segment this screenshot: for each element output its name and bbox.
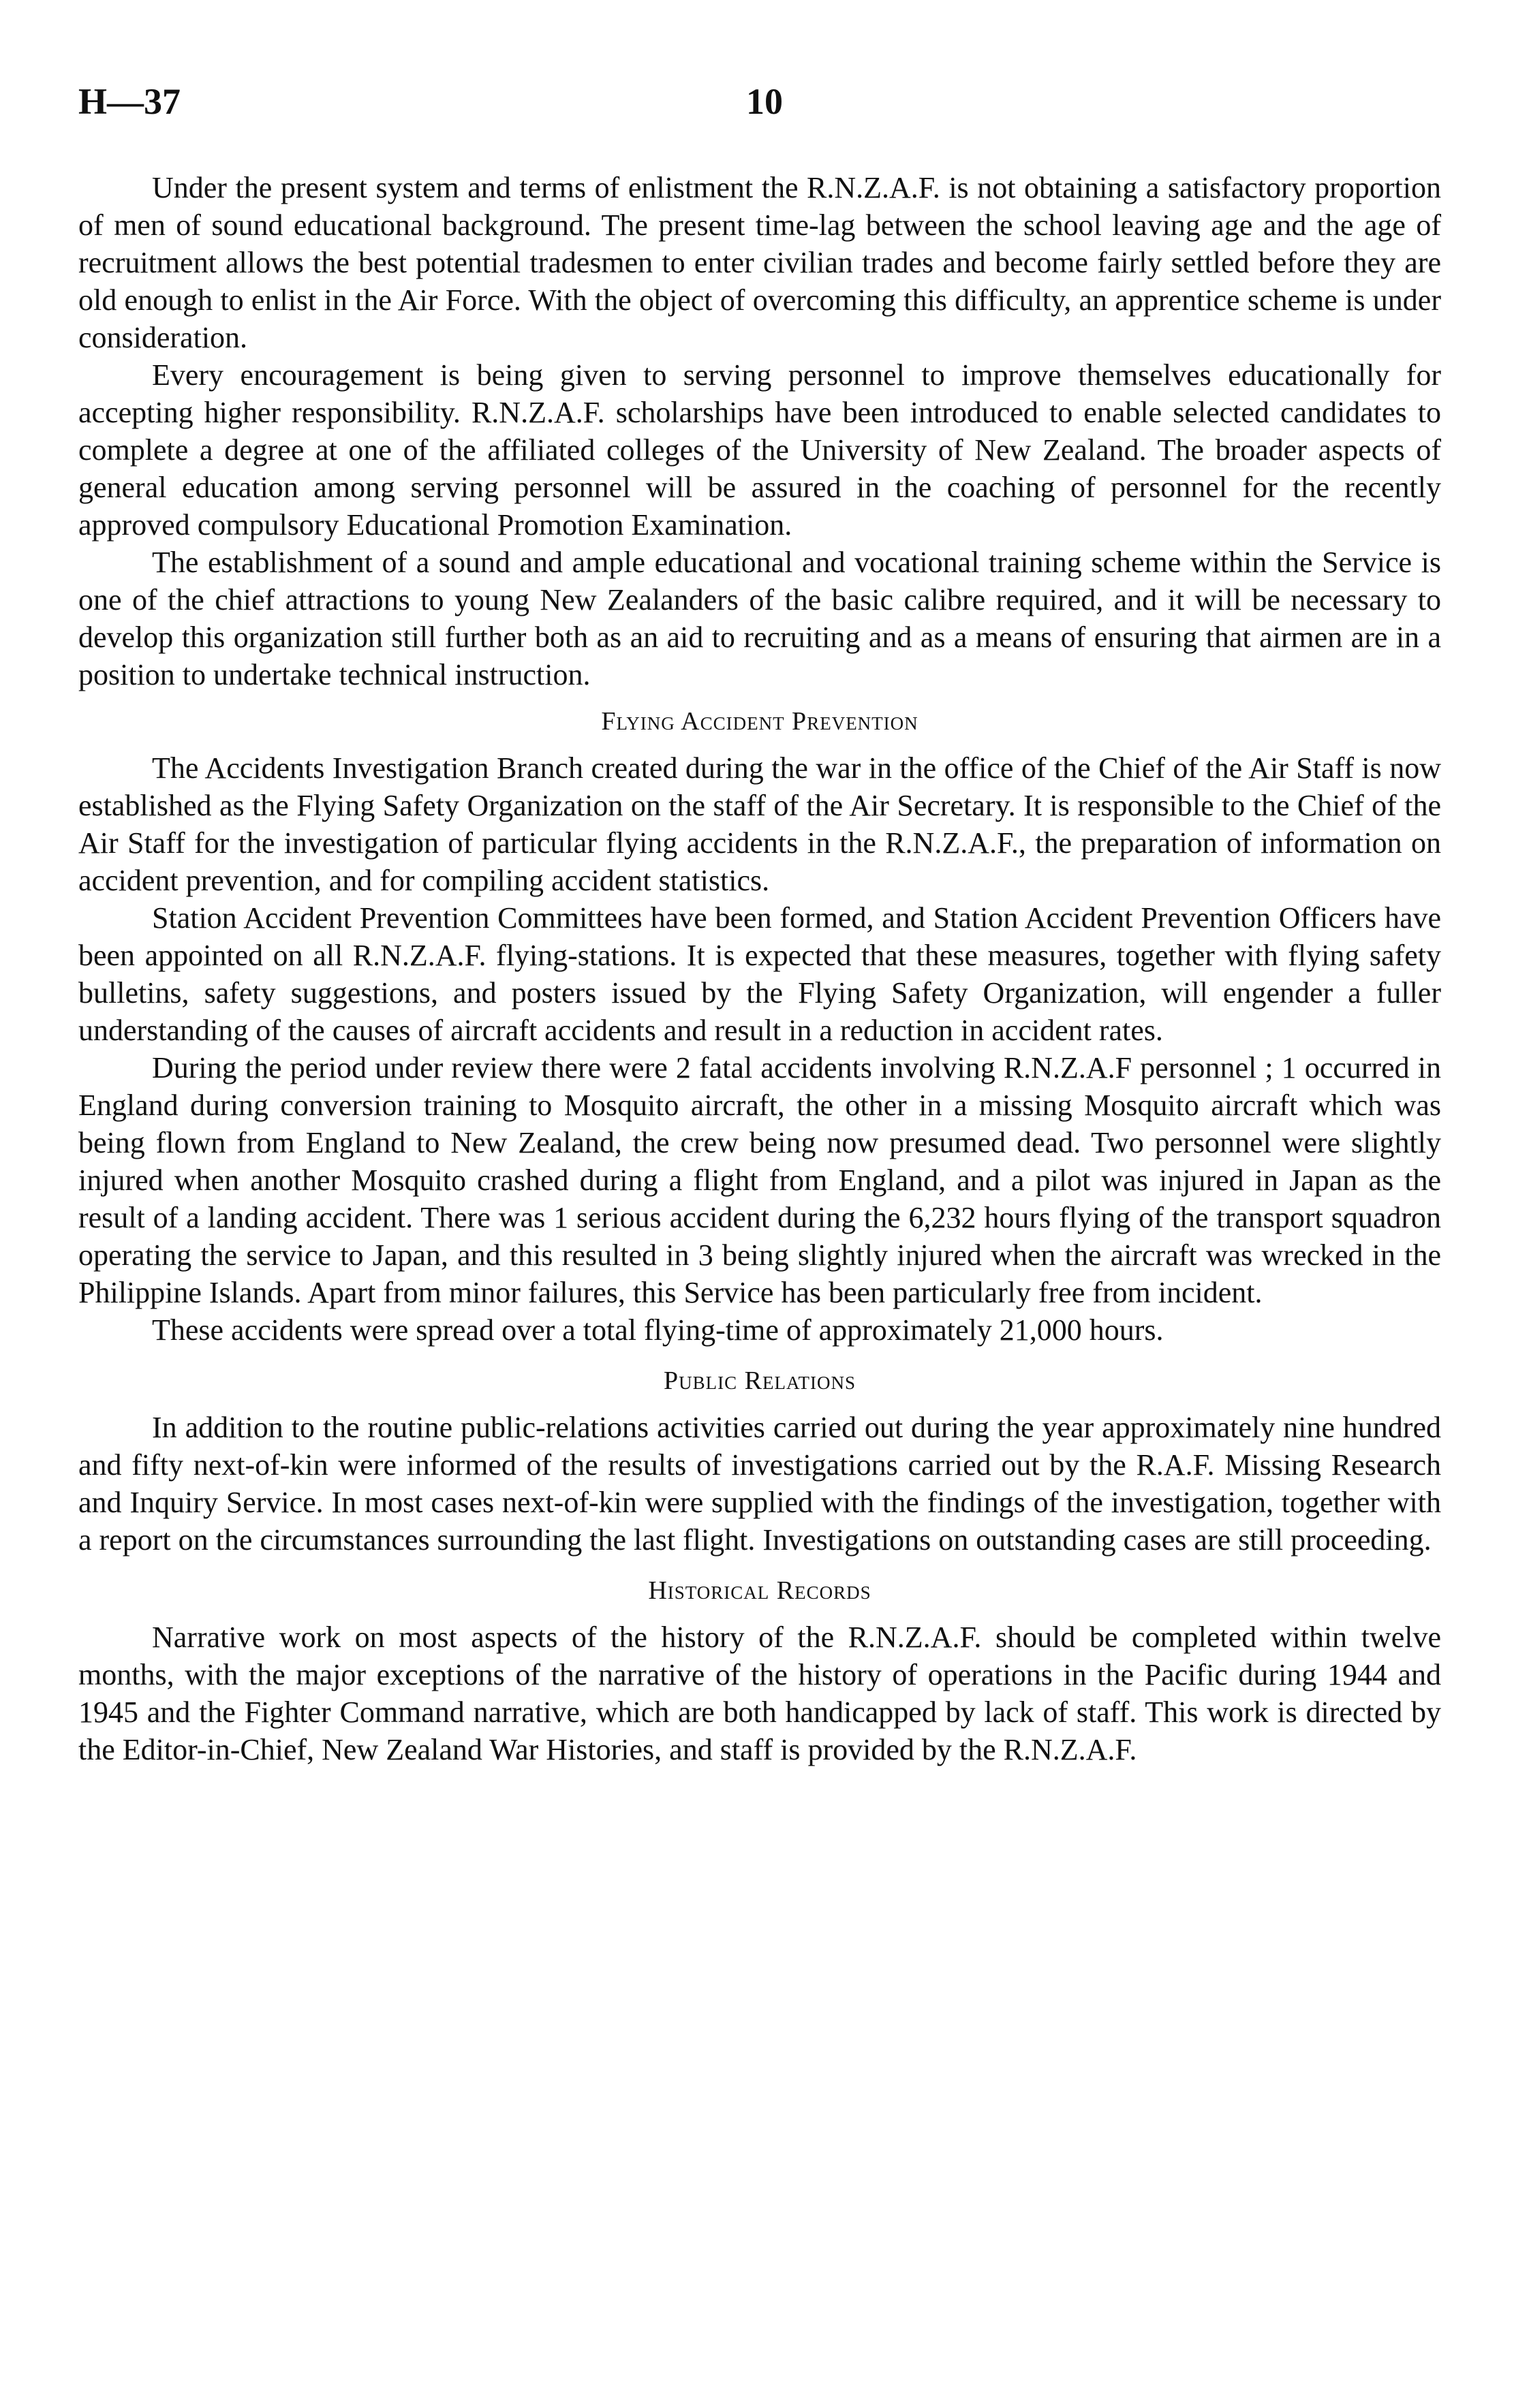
public-relations-section: [78, 1364, 1441, 1559]
body-paragraph: These accidents were spread over a total flying-time of approximately 21,000 hours.: [152, 1313, 1164, 1347]
body-paragraph: Station Accident Prevention Committees have been formed, and Station Accident Prevention Officers have been appointed on all R.N.Z.A.F. flying-stations. It is expected that these measures, together with flying safety bulletins, safety suggestions, and posters issued by the Flying Safety Organization, will engender a fuller understanding of the causes of aircraft accidents and result in a reduction in accident rates.: [78, 901, 1441, 1047]
body-paragraph: Under the present system and terms of enlistment the R.N.Z.A.F. is not obtaining a satisfactory proportion of men of sound educational background. The present time-lag between the school leaving age and the age of recruitment allows the best potential tradesmen to enter civilian trades and become fairly settled before they are old enough to enlist in the Air Force. With the object of overcoming this difficulty, an apprentice scheme is under consideration.: [78, 171, 1441, 354]
body-paragraph: The establishment of a sound and ample educational and vocational training scheme within the Service is one of the chief attractions to young New Zealanders of the basic calibre required, and it will be necessary to develop this organization still further both as an aid to recruiting and as a means of ensuring that airmen are in a position to undertake technical instruction.: [78, 546, 1441, 691]
body-paragraph: During the period under review there were 2 fatal accidents involving R.N.Z.A.F personnel ; 1 occurred in England during conversion training to Mosquito aircraft, the other in a missing Mosquito aircraft which was being flown from England to New Zealand, the crew being now presumed dead. Two personnel were slightly injured when another Mosquito crashed during a flight from England, and a pilot was injured in Japan as the result of a landing accident. There was 1 serious accident during the 6,232 hours flying of the transport squadron operating the service to Japan, and this resulted in 3 being slightly injured when the aircraft was wrecked in the Philippine Islands. Apart from minor failures, this Service has been particularly free from incident.: [78, 1051, 1441, 1309]
document-reference: H—37: [78, 81, 181, 122]
page-number: 10: [746, 81, 783, 122]
page-body: [78, 169, 1441, 1768]
historical-records-section: [78, 1574, 1441, 1768]
body-paragraph: Narrative work on most aspects of the history of the R.N.Z.A.F. should be completed within twelve months, with the major exceptions of the narrative of the history of operations in the Pacific during 1944 and 1945 and the Fighter Command narrative, which are both handicapped by lack of staff. This work is directed by the Editor-in-Chief, New Zealand War Histories, and staff is provided by the R.N.Z.A.F.: [78, 1621, 1441, 1766]
education-section: [78, 169, 1441, 693]
body-paragraph: In addition to the routine public-relations activities carried out during the year approximately nine hundred and fifty next-of-kin were informed of the results of investigations carried out by the R.A.F. Missing Research and Inquiry Service. In most cases next-of-kin were supplied with the findings of the investigation, together with a report on the circumstances surrounding the last flight. Investigations on outstanding cases are still proceeding.: [78, 1411, 1441, 1557]
flying-accident-prevention-section: [78, 704, 1441, 1349]
section-heading: Historical Records: [648, 1576, 871, 1605]
page-header: [78, 80, 1441, 135]
body-paragraph: The Accidents Investigation Branch created during the war in the office of the Chief of the Air Staff is now established as the Flying Safety Organization on the staff of the Air Secretary. It is responsible to the Chief of the Air Staff for the investigation of particular flying accidents in the R.N.Z.A.F., the preparation of information on accident prevention, and for compiling accident statistics.: [78, 751, 1441, 897]
section-heading: Flying Accident Prevention: [601, 707, 918, 736]
body-paragraph: Every encouragement is being given to serving personnel to improve themselves educationally for accepting higher responsibility. R.N.Z.A.F. scholarships have been introduced to enable selected candidates to complete a degree at one of the affiliated colleges of the University of New Zealand. The broader aspects of general education among serving personnel will be assured in the coaching of personnel for the recently approved compulsory Educational Promotion Examination.: [78, 358, 1441, 542]
section-heading: Public Relations: [664, 1366, 856, 1395]
